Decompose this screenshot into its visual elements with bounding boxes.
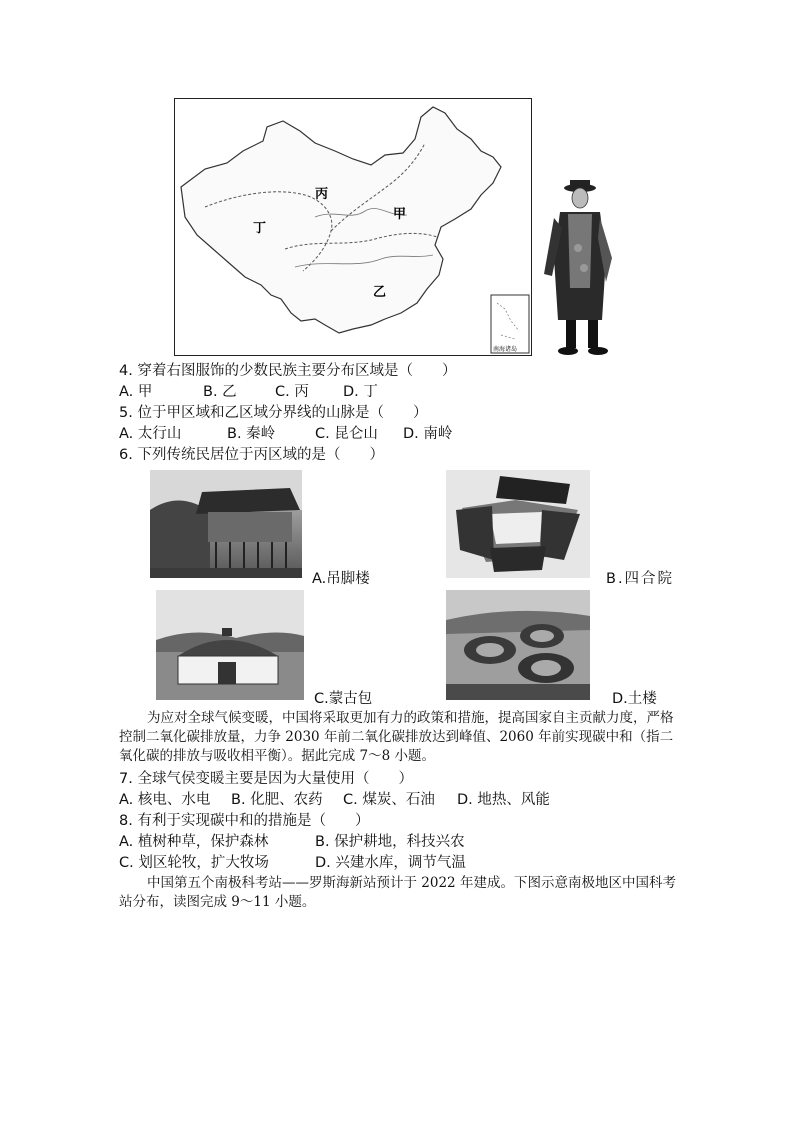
map-label-bing: 丙	[315, 187, 329, 202]
caption-a: A.吊脚楼	[312, 571, 370, 587]
q4-option-c[interactable]: C. 丙	[275, 384, 309, 400]
intro-7-8-text: 为应对全球气候变暖，中国将采取更加有力的政策和措施，提高国家自主贡献力度，严格控制二氧化碳排放量，力争 2030 年前二氧化碳排放达到峰值、2060 年前实现碳中和（指二氧化碳的排放与吸收相平衡）。据此完成 7～8 小题。	[119, 710, 674, 764]
q5-option-a[interactable]: A. 太行山	[119, 426, 182, 442]
q4-option-d[interactable]: D. 丁	[343, 384, 378, 400]
caption-d: D.土楼	[612, 691, 657, 707]
intro-9-11-text: 中国第五个南极科考站——罗斯海新站预计于 2022 年建成。下图示意南极地区中国科考站分布，读图完成 9～11 小题。	[119, 875, 676, 910]
map-label-yi: 乙	[373, 285, 387, 300]
china-map	[175, 99, 530, 354]
inset-label: 南海诸岛	[493, 346, 518, 353]
china-map-figure	[174, 98, 532, 356]
q4-stem: 4. 穿着右图服饰的少数民族主要分布区域是（ ）	[119, 363, 457, 379]
q7-option-c[interactable]: C. 煤炭、石油	[343, 792, 435, 808]
q8-options-row2	[119, 854, 466, 872]
photo-tulou[interactable]	[446, 590, 590, 700]
q6-stem: 6. 下列传统民居位于丙区域的是（ ）	[119, 447, 384, 463]
q7-option-b[interactable]: B. 化肥、农药	[231, 792, 323, 808]
q4-option-a[interactable]: A. 甲	[119, 384, 153, 400]
q4-options	[119, 383, 378, 401]
map-label-ding: 丁	[253, 221, 267, 236]
q7-options	[119, 791, 550, 809]
q8-stem: 8. 有利于实现碳中和的措施是（ ）	[119, 813, 370, 829]
photo-siheyuan[interactable]	[446, 470, 590, 578]
caption-b: B.四合院	[606, 571, 675, 587]
q8-options-row1	[119, 833, 465, 851]
q5-options	[119, 425, 452, 443]
q8-option-c[interactable]: C. 划区轮牧，扩大牧场	[119, 855, 269, 871]
intro-7-8	[119, 709, 679, 766]
intro-9-11	[119, 874, 679, 912]
q7-option-a[interactable]: A. 核电、水电	[119, 792, 211, 808]
costume-figure	[540, 178, 620, 360]
q5-option-c[interactable]: C. 昆仑山	[315, 426, 378, 442]
q8-option-b[interactable]: B. 保护耕地，科技兴农	[315, 834, 465, 850]
q5-stem: 5. 位于甲区域和乙区域分界线的山脉是（ ）	[119, 405, 428, 421]
q8-option-a[interactable]: A. 植树种草，保护森林	[119, 834, 269, 850]
photo-yurt[interactable]	[156, 590, 304, 700]
map-label-jia: 甲	[393, 207, 407, 222]
inset-box	[491, 295, 529, 353]
caption-c: C.蒙古包	[314, 691, 373, 707]
q5-option-d[interactable]: D. 南岭	[403, 426, 453, 442]
china-outline	[181, 107, 501, 333]
q7-option-d[interactable]: D. 地热、风能	[457, 792, 550, 808]
q5-option-b[interactable]: B. 秦岭	[227, 426, 276, 442]
photo-stilt-house[interactable]	[150, 470, 302, 578]
q4-option-b[interactable]: B. 乙	[203, 384, 237, 400]
q8-option-d[interactable]: D. 兴建水库，调节气温	[315, 855, 466, 871]
q7-stem: 7. 全球气侯变暖主要是因为大量使用（ ）	[119, 771, 413, 787]
